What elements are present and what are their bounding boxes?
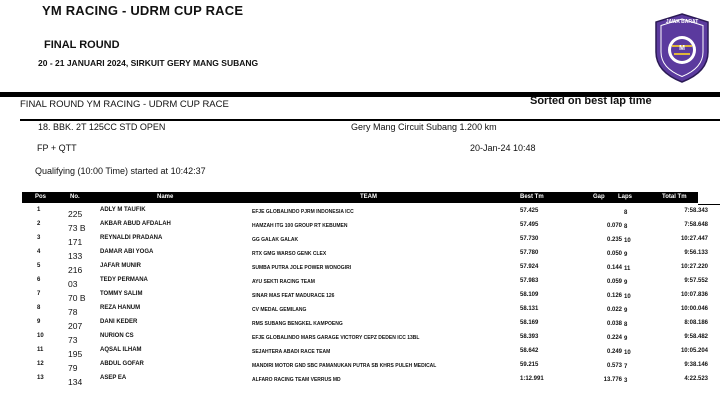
header-best: Best Tm	[520, 194, 544, 200]
cell-team: MANDIRI MOTOR GND SBC PAMANUKAN PUTRA SB KHRS PULEH MEDICAL	[252, 363, 437, 369]
cell-name: AKBAR ABUD AFDALAH	[100, 221, 171, 227]
logo-letter: M	[679, 45, 685, 52]
cell-total: 8:08.186	[684, 320, 708, 326]
cell-laps: 9	[624, 336, 628, 342]
table-row	[22, 275, 708, 289]
cell-team: SEJAHTERA ABADI RACE TEAM	[252, 349, 331, 355]
cell-gap: 0.070	[606, 223, 622, 229]
sort-note: Sorted on best lap time	[530, 95, 652, 107]
cell-best: 1:12.991	[520, 376, 544, 382]
cell-team: GG GALAK GALAK	[252, 237, 299, 243]
cell-best: 58.393	[520, 334, 539, 340]
logo-top-text: JAWA BARAT	[665, 19, 699, 25]
cell-team: HAMZAH ITG 100 GROUP RT KEBUMEN	[252, 223, 348, 229]
cell-team: SUMBA PUTRA JOLE POWER WONOGIRI	[252, 265, 352, 271]
cell-laps: 10	[624, 238, 631, 244]
cell-name: ADLY M TAUFIK	[100, 207, 146, 213]
cell-name: TEDY PERMANA	[100, 277, 148, 283]
header-total: Total Tm	[662, 194, 687, 200]
cell-no: 225	[68, 209, 83, 219]
cell-gap: 0.050	[606, 251, 622, 257]
cell-best: 57.425	[520, 208, 539, 214]
cell-best: 57.983	[520, 278, 539, 284]
cell-name: DAMAR ABI YOGA	[100, 249, 154, 255]
cell-gap: 0.022	[606, 307, 622, 313]
cell-team: AYU SEKTI RACING TEAM	[252, 279, 315, 285]
cell-no: 79	[68, 363, 78, 373]
table-row	[22, 373, 708, 387]
cell-gap: 0.038	[606, 321, 622, 327]
cell-laps: 8	[624, 322, 628, 328]
cell-team: SINAR MAS FEAT MADURACE 126	[252, 293, 335, 299]
cell-total: 10:07.836	[680, 292, 708, 298]
table-row	[22, 289, 708, 303]
cell-no: 78	[68, 307, 78, 317]
cell-name: REYNALDI PRADANA	[100, 235, 163, 241]
cell-no: 134	[68, 377, 83, 387]
cell-pos: 13	[37, 375, 44, 381]
cell-pos: 10	[37, 333, 44, 339]
header-pos: Pos	[35, 194, 47, 200]
cell-no: 216	[68, 265, 83, 275]
cell-total: 10:05.204	[680, 348, 708, 354]
table-row	[22, 317, 708, 331]
cell-total: 4:22.523	[684, 376, 708, 382]
cell-laps: 8	[624, 210, 628, 216]
cell-gap: 0.224	[606, 335, 622, 341]
cell-total: 9:58.482	[684, 334, 708, 340]
header-gap: Gap	[593, 194, 605, 200]
cell-pos: 1	[37, 207, 41, 213]
race-title: YM RACING - UDRM CUP RACE	[42, 4, 244, 15]
table-row	[22, 261, 708, 275]
cell-no: 133	[68, 251, 83, 261]
cell-team: RTX GMG WARSO GENK CLEX	[252, 251, 327, 257]
cell-pos: 9	[37, 319, 41, 325]
table-row	[22, 219, 708, 233]
table-row	[22, 359, 708, 373]
cell-laps: 3	[624, 378, 628, 384]
cell-gap: 0.126	[606, 293, 622, 299]
cell-laps: 10	[624, 350, 631, 356]
table-row	[22, 247, 708, 261]
cell-best: 58.109	[520, 292, 539, 298]
cell-total: 7:58.343	[684, 208, 708, 214]
results-table-body	[22, 205, 708, 387]
results-table-header	[22, 192, 698, 203]
cell-best: 58.642	[520, 348, 539, 354]
table-row	[22, 331, 708, 345]
header-name: Name	[157, 194, 174, 200]
cell-gap: 0.059	[606, 279, 622, 285]
cell-total: 10:27.220	[680, 264, 708, 270]
cell-pos: 7	[37, 291, 41, 297]
session-label: FP + QTT	[37, 143, 77, 153]
cell-best: 59.215	[520, 362, 539, 368]
cell-name: DANI KEDER	[100, 319, 138, 325]
header-laps: Laps	[618, 194, 633, 200]
cell-name: REZA HANUM	[100, 305, 141, 311]
cell-no: 207	[68, 321, 83, 331]
cell-team: EFJE GLOBALINDO PJRM INDONESIA ICC	[252, 209, 354, 215]
cell-total: 10:00.046	[680, 306, 708, 312]
cell-team: RMS SUBANG BENGKEL KAMPOENG	[252, 321, 343, 327]
cell-best: 57.495	[520, 222, 539, 228]
cell-laps: 8	[624, 224, 628, 230]
final-round-label: FINAL ROUND	[44, 39, 120, 51]
table-row	[22, 345, 708, 359]
session-date: 20-Jan-24 10:48	[470, 143, 536, 153]
cell-pos: 12	[37, 361, 44, 367]
cell-gap: 0.235	[606, 237, 622, 243]
cell-laps: 11	[624, 266, 631, 272]
cell-laps: 9	[624, 280, 628, 286]
cell-gap: 0.249	[606, 349, 622, 355]
cell-best: 58.169	[520, 320, 539, 326]
cell-team: EFJE GLOBALINDO MARS GARAGE VICTORY CEPZ DEDEN ICC 13BL	[252, 335, 420, 341]
cell-total: 9:57.552	[684, 278, 708, 284]
jawa-barat-logo	[652, 12, 712, 84]
cell-pos: 4	[37, 249, 41, 255]
cell-laps: 10	[624, 294, 631, 300]
cell-pos: 8	[37, 305, 41, 311]
cell-no: 195	[68, 349, 83, 359]
cell-laps: 9	[624, 308, 628, 314]
cell-best: 57.780	[520, 250, 539, 256]
header-underline	[20, 119, 720, 121]
cell-team: CV MEDAL GEMILANG	[252, 307, 307, 313]
cell-name: ABDUL GOFAR	[100, 361, 144, 367]
cell-laps: 7	[624, 364, 628, 370]
cell-name: NURION CS	[100, 333, 134, 339]
cell-laps: 9	[624, 252, 628, 258]
table-row	[22, 303, 708, 317]
table-row	[22, 205, 708, 219]
cell-gap: 0.144	[606, 265, 622, 271]
report-header-title: FINAL ROUND YM RACING - UDRM CUP RACE	[20, 99, 229, 110]
cell-best: 57.924	[520, 264, 539, 270]
class-name: 18. BBK. 2T 125CC STD OPEN	[38, 122, 166, 132]
cell-name: AQSAL ILHAM	[100, 347, 142, 353]
cell-best: 57.730	[520, 236, 539, 242]
qualifying-note: Qualifying (10:00 Time) started at 10:42:37	[35, 166, 206, 176]
cell-name: JAFAR MUNIR	[100, 263, 142, 269]
cell-total: 7:58.648	[684, 222, 708, 228]
circuit-info: Gery Mang Circuit Subang 1.200 km	[351, 122, 497, 132]
cell-no: 73 B	[68, 223, 86, 233]
cell-team: ALFARO RACING TEAM VERRUS MD	[252, 377, 341, 383]
cell-name: ASEP EA	[100, 375, 127, 381]
cell-pos: 3	[37, 235, 41, 241]
cell-total: 9:56.133	[684, 250, 708, 256]
cell-no: 70 B	[68, 293, 86, 303]
cell-no: 171	[68, 237, 83, 247]
cell-pos: 2	[37, 221, 41, 227]
cell-gap: 13.776	[603, 377, 622, 383]
cell-name: TOMMY SALIM	[100, 291, 143, 297]
event-date: 20 - 21 JANUARI 2024, SIRKUIT GERY MANG SUBANG	[38, 58, 259, 68]
cell-no: 73	[68, 335, 78, 345]
cell-best: 58.131	[520, 306, 539, 312]
header-no: No.	[70, 194, 80, 200]
cell-pos: 11	[37, 347, 44, 353]
cell-total: 10:27.447	[680, 236, 708, 242]
cell-gap: 0.573	[606, 363, 622, 369]
header-team: TEAM	[360, 194, 377, 200]
cell-pos: 5	[37, 263, 41, 269]
cell-no: 03	[68, 279, 78, 289]
cell-total: 9:38.146	[684, 362, 708, 368]
cell-pos: 6	[37, 277, 41, 283]
table-row	[22, 233, 708, 247]
